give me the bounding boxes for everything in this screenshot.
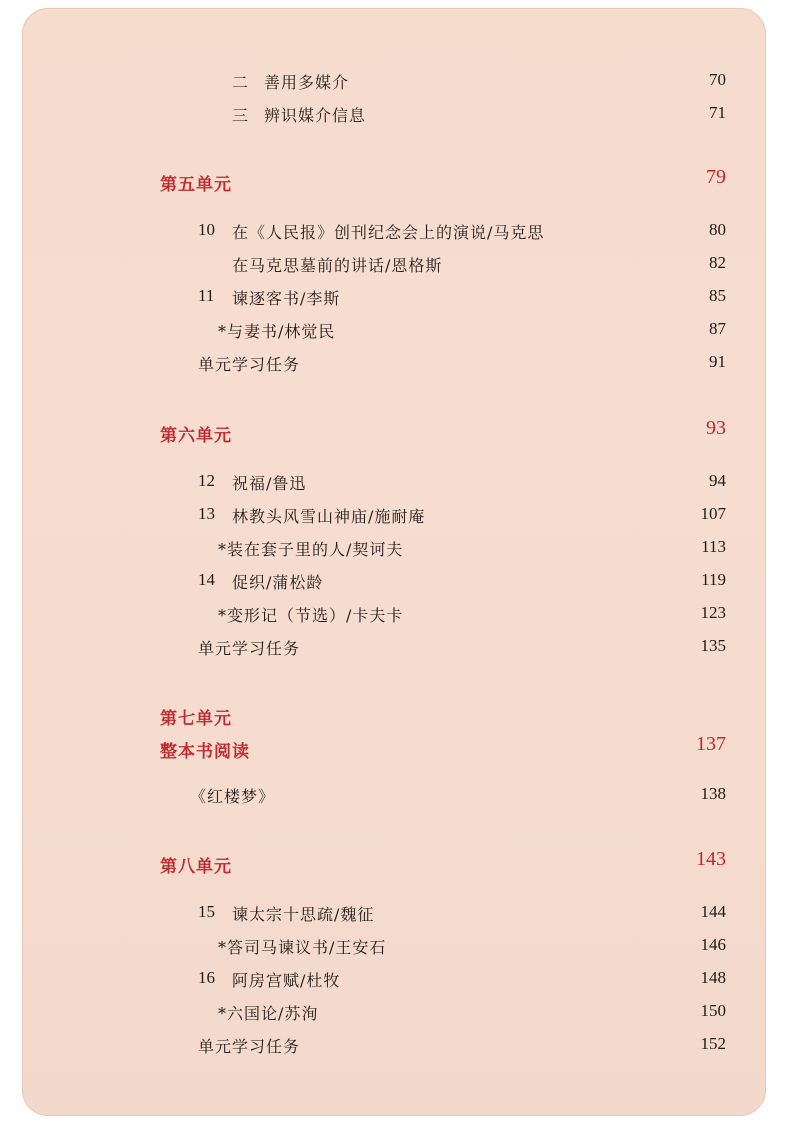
toc-entry[interactable] [22, 632, 766, 662]
toc-entry[interactable] [22, 931, 766, 961]
entry-title: 单元学习任务 [198, 1037, 301, 1056]
toc-entry[interactable] [22, 566, 766, 596]
entry-page: 113 [701, 537, 726, 556]
entry-number: 10 [198, 220, 215, 239]
entry-title: *六国论/苏洵 [218, 1004, 319, 1023]
entry-page: 138 [700, 784, 726, 803]
entry-page: 87 [709, 319, 726, 338]
entry-page: 91 [709, 352, 726, 371]
entry-title: 祝福/鲁迅 [232, 474, 307, 493]
entry-page: 148 [700, 968, 726, 987]
unit-page: 143 [696, 848, 726, 870]
unit-heading[interactable] [22, 700, 766, 730]
entry-marker: 三 [232, 106, 250, 125]
entry-page: 94 [709, 471, 726, 490]
unit-title: 第八单元 [160, 857, 232, 877]
entry-title: 单元学习任务 [198, 355, 301, 374]
entry-title: *与妻书/林觉民 [218, 322, 336, 341]
entry-page: 82 [709, 253, 726, 272]
toc-entry[interactable] [22, 1030, 766, 1060]
entry-page: 70 [709, 70, 726, 89]
entry-page: 119 [701, 570, 726, 589]
toc-entry[interactable] [22, 282, 766, 312]
entry-title: 善用多媒介 [264, 73, 350, 92]
toc-entry[interactable] [22, 467, 766, 497]
entry-page: 146 [700, 935, 726, 954]
entry-title: 林教头风雪山神庙/施耐庵 [232, 507, 426, 526]
entry-title: 谏太宗十思疏/魏征 [232, 905, 375, 924]
entry-page: 107 [700, 504, 726, 523]
toc-entry[interactable] [22, 500, 766, 530]
entry-title: *变形记（节选）/卡夫卡 [218, 606, 404, 625]
entry-page: 80 [709, 220, 726, 239]
toc-entry[interactable] [22, 99, 766, 129]
entry-marker: 二 [232, 73, 250, 92]
toc-entry[interactable] [22, 599, 766, 629]
entry-number: 16 [198, 968, 215, 987]
unit-heading[interactable] [22, 417, 766, 447]
toc-entry[interactable] [22, 533, 766, 563]
entry-page: 123 [700, 603, 726, 622]
unit-heading[interactable] [22, 166, 766, 196]
toc-entry[interactable] [22, 964, 766, 994]
toc-page [22, 8, 766, 1116]
unit-title: 第五单元 [160, 175, 232, 195]
entry-page: 150 [700, 1001, 726, 1020]
entry-title: 谏逐客书/李斯 [232, 289, 341, 308]
entry-title: 促织/蒲松龄 [232, 573, 324, 592]
unit-page: 93 [706, 417, 726, 439]
entry-page: 71 [709, 103, 726, 122]
toc-entry[interactable] [22, 997, 766, 1027]
entry-page: 135 [700, 636, 726, 655]
unit-subtitle: 整本书阅读 [160, 742, 250, 762]
entry-title: *答司马谏议书/王安石 [218, 938, 387, 957]
toc-entry[interactable] [22, 315, 766, 345]
entry-title: 阿房宫赋/杜牧 [232, 971, 341, 990]
unit-subheading[interactable] [22, 733, 766, 763]
entry-title: 单元学习任务 [198, 639, 301, 658]
entry-title: 在马克思墓前的讲话/恩格斯 [232, 256, 443, 275]
toc-entry[interactable] [22, 249, 766, 279]
toc-entry[interactable] [22, 898, 766, 928]
entry-title: *装在套子里的人/契诃夫 [218, 540, 404, 559]
entry-number: 13 [198, 504, 215, 523]
unit-page: 79 [706, 166, 726, 188]
unit-title: 第七单元 [160, 709, 232, 729]
entry-title: 《红楼梦》 [190, 787, 276, 806]
toc-entry[interactable] [22, 66, 766, 96]
unit-page: 137 [696, 733, 726, 755]
entry-page: 85 [709, 286, 726, 305]
unit-title: 第六单元 [160, 426, 232, 446]
entry-title: 在《人民报》创刊纪念会上的演说/马克思 [232, 223, 545, 242]
entry-number: 11 [198, 286, 215, 305]
entry-number: 14 [198, 570, 215, 589]
toc-entry[interactable] [22, 780, 766, 810]
toc-entry[interactable] [22, 216, 766, 246]
entry-page: 152 [700, 1034, 726, 1053]
entry-number: 12 [198, 471, 215, 490]
unit-heading[interactable] [22, 848, 766, 878]
toc-entry[interactable] [22, 348, 766, 378]
entry-title: 辨识媒介信息 [264, 106, 367, 125]
entry-number: 15 [198, 902, 215, 921]
entry-page: 144 [700, 902, 726, 921]
